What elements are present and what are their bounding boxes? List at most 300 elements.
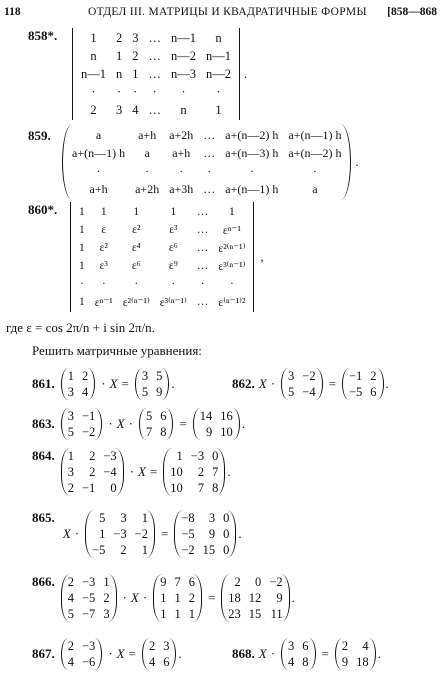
matrix-cell: 2 [234,574,241,589]
problem-label: 859. [28,128,51,143]
matrix [85,510,155,558]
matrix-cell: n—1 [81,66,106,81]
matrix-cell: a+(n—2) h [225,127,279,142]
matrix-cell: 1 [79,260,85,272]
matrix-row [166,448,222,464]
matrix-row [345,368,381,384]
math-symbol: = [321,646,329,661]
matrix-cell: 9 [160,574,167,589]
matrix-cell: 5 [99,510,106,525]
matrix-cell: ε⁶ [131,260,141,272]
matrix-row [156,606,199,622]
matrix-cell: −2 [82,424,96,439]
matrix [153,574,202,622]
matrix-cell: 2 [67,574,74,589]
matrix-cell: 1 [141,510,148,525]
matrix-cell: εⁿ⁻¹ [222,225,241,237]
math-symbol: · [74,526,80,541]
matrix-cell: a+2h [135,181,160,196]
matrix-row [224,590,286,606]
math-symbol: . [377,646,381,661]
matrix-row [76,29,236,47]
matrix-cell: a [144,145,150,160]
matrix-cell: 4 [362,638,369,653]
matrix-cell: 15 [248,606,262,621]
matrix-cell: 1 [133,206,140,218]
matrix-cell: 1 [215,102,222,117]
math-symbol: 867. [32,646,55,661]
math-symbol: X [258,376,267,391]
math-symbol: · [108,416,113,431]
matrix-cell: ε² [99,242,108,254]
math-symbol: = [207,590,216,605]
math-symbol: 866. [32,574,55,589]
matrix-cell: · [133,84,138,99]
matrix-cell: ε³ [169,224,178,236]
matrix-cell: 2 [197,464,205,479]
matrix-cell: … [148,48,161,63]
matrix-cell: a+(n—1) h [288,127,342,142]
matrix-cell: · [152,84,157,99]
matrix-row [67,180,346,198]
matrix-cell: … [196,224,209,236]
problem-867 [32,638,182,670]
math-symbol: . [291,590,295,605]
matrix-cell: 18 [356,654,369,669]
matrix-row [88,526,152,542]
matrix-cell: · [179,163,184,178]
matrix-cell: 9 [341,654,349,669]
matrix-cell: −3 [190,448,205,463]
matrix-cell: 0 [223,510,230,525]
matrix-cell: 3 [103,606,110,621]
matrix-cell: · [229,278,234,290]
matrix-row [74,293,250,311]
matrix-cell: 1 [170,206,177,218]
math-symbol: = [128,646,136,661]
matrix-cell: 18 [228,590,241,605]
matrix-cell: a+h [172,145,191,160]
matrix-row [74,275,250,293]
matrix [163,448,225,496]
matrix-row [64,480,121,496]
matrix-cell: ε [101,224,107,236]
matrix-cell: n [116,66,123,81]
matrix [61,638,103,670]
matrix-row [338,654,373,670]
math-symbol: · [122,590,127,605]
matrix-cell: · [171,278,176,290]
matrix-cell: · [117,84,122,99]
matrix-cell: · [216,84,221,99]
matrix-row [74,239,250,257]
matrix-cell: 2 [90,102,97,117]
matrix-cell: 2 [370,368,377,383]
matrix-cell: a+(n—3) h [225,145,279,160]
math-symbol: · [270,646,276,661]
matrix-cell: 1 [132,66,139,81]
matrix-cell: ε³ [99,260,108,272]
matrix-row [64,408,100,424]
matrix-cell: 1 [103,574,110,589]
matrix-cell: 11 [270,606,283,621]
matrix-cell: 9 [156,384,163,399]
matrix-cell: −1 [348,368,363,383]
matrix-cell: 10 [220,424,233,439]
math-symbol: . [178,646,182,661]
math-symbol: . [227,464,231,479]
matrix-cell: a+3h [169,181,194,196]
matrix-cell: 8 [302,654,309,669]
math-symbol: · [108,646,113,661]
matrix-cell: 3 [116,102,123,117]
problem-861 [32,368,175,400]
matrix-row [177,542,233,558]
matrix-cell: 1 [174,606,181,621]
matrix-row [224,606,286,622]
matrix-cell: −2 [302,368,316,383]
header-range: [858—868 [387,6,437,18]
matrix-cell: 16 [220,408,233,423]
math-symbol: = [328,376,336,391]
matrix-cell: 1 [188,606,195,621]
matrix-row [76,65,236,83]
problem-label: 860*. [28,202,58,217]
matrix-row [76,83,236,101]
matrix-cell: 1 [160,606,167,621]
matrix-cell: … [196,260,209,272]
matrix-cell: · [312,163,317,178]
math-symbol: X [62,526,71,541]
matrix-cell: … [203,127,216,142]
matrix-row [88,510,152,526]
matrix-cell: 5 [67,606,74,621]
matrix-cell: −1 [82,408,96,423]
matrix-cell: −8 [181,510,195,525]
matrix-cell: 2 [103,590,110,605]
matrix-row [166,464,222,480]
matrix [335,638,376,670]
matrix-cell: n—2 [206,66,231,81]
matrix-row [74,203,250,221]
header-title: ОТДЕЛ III. МАТРИЦЫ И КВАДРАТИЧНЫЕ ФОРМЫ [88,6,367,18]
matrix-cell: −2 [269,574,283,589]
matrix-cell: 1 [141,542,148,557]
matrix-cell: ε² [132,224,141,236]
matrix-cell: 7 [174,574,181,589]
matrix-row [166,480,222,496]
math-symbol: 861. [32,376,55,391]
math-symbol: · [129,464,134,479]
matrix-cell: a [312,181,318,196]
matrix-cell: · [249,163,254,178]
matrix-cell: ε⁽ⁿ⁻¹⁾² [218,297,246,309]
matrix-cell: 3 [120,510,127,525]
matrix-cell: 0 [255,574,262,589]
matrix-cell: 2 [82,368,89,383]
matrix-cell: 1 [229,206,235,218]
matrix-cell: 2 [120,542,127,557]
matrix-cell: n—3 [171,66,196,81]
math-symbol: X [116,416,125,431]
math-symbol: X [137,464,146,479]
matrix-cell: 6 [163,654,170,669]
matrix-cell: 2 [341,638,349,653]
matrix-row [142,424,171,440]
matrix-cell: εⁿ⁻¹ [94,297,113,309]
matrix-row [284,368,320,384]
matrix-cell: 7 [145,424,153,439]
matrix-cell: −4 [103,464,117,479]
matrix [221,574,289,622]
matrix-cell: −1 [82,480,96,495]
math-symbol: X [116,646,125,661]
math-symbol: · [270,376,276,391]
matrix-cell: 4 [132,102,139,117]
matrix-cell: · [134,278,139,290]
matrix [174,510,236,558]
math-symbol: 862. [232,376,255,391]
math-symbol: 863. [32,416,55,431]
matrix-cell: −3 [82,574,96,589]
matrix-cell: 9 [276,590,283,605]
matrix-cell: 1 [160,590,167,605]
matrix-cell: 2 [148,638,156,653]
matrix-row [145,654,174,670]
math-symbol: X [130,590,139,605]
matrix [142,638,177,670]
determinant-860 [70,202,254,312]
matrix-cell: 2 [188,590,195,605]
matrix-cell: 3 [67,408,74,423]
matrix-cell: ε⁴ [131,242,141,254]
matrix-cell: 0 [223,542,230,557]
matrix-cell: n—1 [171,30,196,45]
matrix-cell: a+h [89,181,108,196]
matrix-cell: 2 [116,30,123,45]
matrix-row [64,424,100,440]
matrix-row [196,424,237,440]
matrix-row [156,574,199,590]
matrix-cell: … [148,66,161,81]
matrix-row [76,47,236,65]
matrix-cell: ε²⁽ⁿ⁻¹⁾ [218,243,246,255]
matrix-cell: 1 [79,296,85,308]
matrix-cell: −5 [82,590,96,605]
matrix-cell: a+(n—2) h [288,145,342,160]
problem-864 [32,448,231,496]
matrix-row [64,448,121,464]
matrix-row [224,574,286,590]
math-symbol: = [149,464,158,479]
matrix-cell: 3 [141,368,149,383]
matrix-row [196,408,237,424]
matrix-cell: · [96,163,101,178]
matrix-cell: −4 [302,384,316,399]
matrix-cell: 6 [160,408,167,423]
matrix-cell: 6 [302,638,309,653]
matrix-cell: −5 [181,526,195,541]
matrix-cell: −5 [348,384,363,399]
matrix-cell: 1 [67,368,74,383]
matrix-cell: 0 [110,480,117,495]
matrix-cell: −2 [181,542,195,557]
matrix-cell: 1 [176,448,183,463]
matrix-cell: 1 [99,526,106,541]
math-symbol: · [101,376,106,391]
math-symbol: 868. [232,646,255,661]
matrix-row [338,638,373,654]
matrix-cell: 1 [79,206,85,218]
instruction-text: Решить матричные уравнения: [32,343,202,358]
math-symbol: = [121,376,129,391]
matrix-row [67,144,346,162]
matrix-cell: n [90,48,97,63]
matrix-cell: 3 [163,638,170,653]
matrix-cell: · [181,84,186,99]
matrix-cell: 14 [199,408,213,423]
matrix-cell: 3 [208,510,216,525]
matrix-cell: … [203,145,216,160]
problem-865 [32,510,242,558]
matrix [135,368,170,400]
matrix-row [64,574,114,590]
matrix-cell: ε⁶ [168,242,178,254]
matrix-row [142,408,171,424]
matrix-cell: 0 [223,526,230,541]
matrix-cell: 2 [67,638,74,653]
matrix-cell: 3 [288,368,295,383]
math-symbol: · [128,416,133,431]
matrix [342,368,384,400]
math-symbol: 864. [32,448,55,463]
math-symbol: X [258,646,267,661]
problem-862 [232,368,389,400]
matrix-cell: 5 [288,384,295,399]
matrix-row [177,526,233,542]
math-symbol: · [142,590,148,605]
matrix-cell: 5 [67,424,74,439]
matrix-cell: 4 [148,654,156,669]
matrix-cell: −7 [82,606,96,621]
matrix-cell: 4 [82,384,89,399]
matrix-cell: 7 [212,464,219,479]
matrix-row [64,654,100,670]
matrix-row [284,384,320,400]
matrix-row [284,638,313,654]
matrix-cell: … [203,181,216,196]
matrix-cell: 9 [208,526,216,541]
matrix-cell: ε⁹ [168,260,178,272]
matrix-row [64,590,114,606]
matrix-cell: · [145,163,150,178]
matrix-859 [62,124,351,200]
matrix-cell: 2 [67,480,74,495]
matrix-cell: 4 [67,654,74,669]
math-symbol: . [171,376,175,391]
matrix-row [156,590,199,606]
matrix-cell: · [101,278,106,290]
matrix-cell: −3 [113,526,127,541]
matrix [61,448,124,496]
matrix-cell: a [95,127,102,142]
matrix-cell: ε²⁽ⁿ⁻¹⁾ [122,297,150,309]
matrix-cell: 5 [141,384,149,399]
math-symbol: 865. [32,510,55,525]
matrix-cell: n—1 [206,48,231,63]
problem-868 [232,638,381,670]
problem-866 [32,574,295,622]
matrix-cell: −5 [92,542,106,557]
matrix-row [64,368,93,384]
problem-label: 858*. [28,28,58,43]
matrix-cell: 5 [145,408,153,423]
matrix-cell: 3 [288,638,295,653]
matrix-cell: 8 [212,480,219,495]
matrix-row [177,510,233,526]
matrix-cell: 1 [100,206,107,218]
matrix-row [138,384,167,400]
matrix-cell: 1 [67,448,74,463]
matrix-cell: 15 [202,542,216,557]
matrix [139,408,174,440]
matrix-cell: 1 [174,590,181,605]
matrix-row [74,257,250,275]
matrix-cell: ε³⁽ⁿ⁻¹⁾ [159,297,187,309]
matrix-cell: −6 [82,654,96,669]
matrix-cell: a+h [138,127,157,142]
epsilon-definition: где ε = cos 2π/n + i sin 2π/n. [6,320,155,335]
matrix-cell: n—2 [171,48,196,63]
matrix-cell: · [91,84,96,99]
problem-863 [32,408,245,440]
math-symbol: = [160,526,169,541]
matrix-row [64,638,100,654]
page-number: 118 [4,6,21,18]
math-symbol: X [109,376,118,391]
matrix-cell: · [200,278,205,290]
matrix-cell: a+2h [169,127,194,142]
math-symbol: . [385,376,389,391]
matrix-cell: 6 [370,384,377,399]
matrix-row [345,384,381,400]
matrix-row [138,368,167,384]
matrix-cell: 1 [90,30,97,45]
matrix [281,368,323,400]
math-symbol: . [238,526,242,541]
matrix-cell: 2 [89,464,96,479]
matrix-cell: 4 [288,654,295,669]
matrix-cell: 2 [89,448,96,463]
matrix-cell: … [196,206,209,218]
matrix-cell: 23 [228,606,241,621]
matrix-cell: ε³⁽ⁿ⁻¹⁾ [218,261,246,273]
matrix-cell: … [148,30,161,45]
math-symbol: , [260,249,264,264]
matrix-cell: 12 [248,590,262,605]
matrix-row [74,221,250,239]
page-header [0,6,441,22]
matrix-cell: 1 [79,224,85,236]
matrix-row [67,126,346,144]
math-symbol: = [179,416,187,431]
matrix-cell: 10 [170,480,183,495]
matrix-row [284,654,313,670]
matrix-row [88,542,152,558]
matrix-row [64,606,114,622]
matrix-row [64,384,93,400]
matrix-cell: a+(n—1) h [225,181,279,196]
